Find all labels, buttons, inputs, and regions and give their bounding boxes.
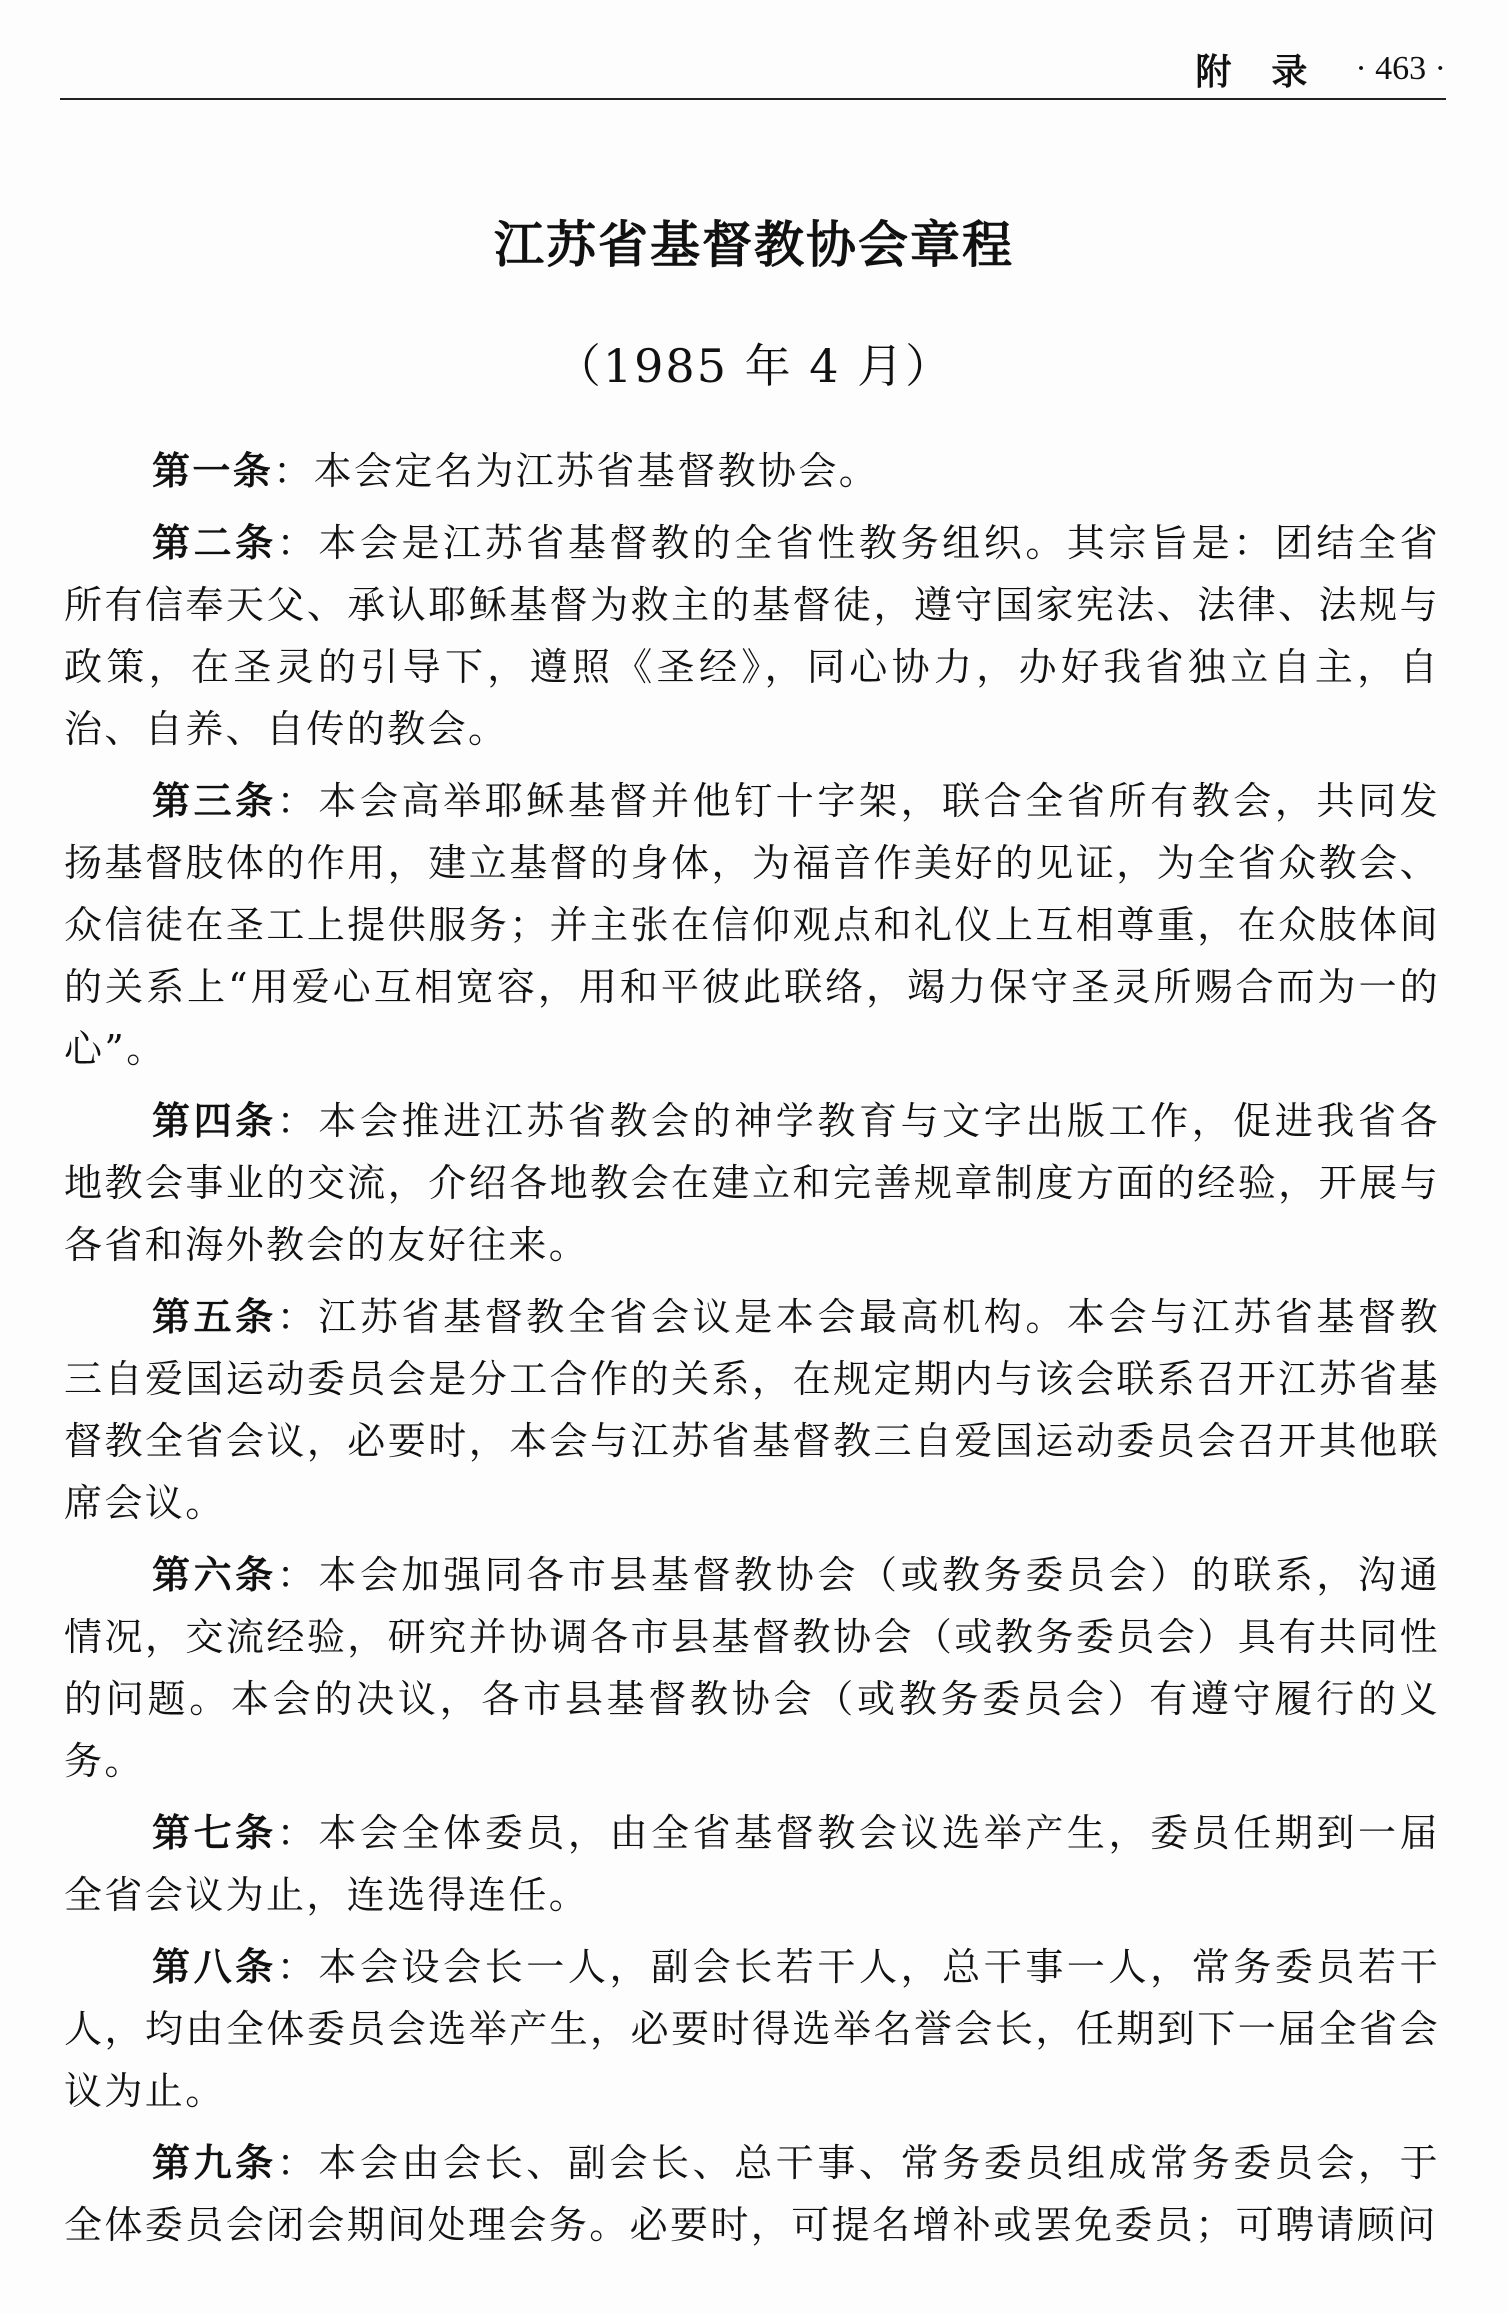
page-number: · 463 ·	[1355, 50, 1446, 87]
article-2	[64, 512, 1440, 760]
article-text: ：本会是江苏省基督教的全省性教务组织。其宗旨是：团结全省所有信奉天父、承认耶稣基督为救主的基督徒，遵守国家宪法、法律、法规与政策，在圣灵的引导下，遵照《圣经》，同心协力，办好我省独立自主，自治、自养、自传的教会。	[64, 521, 1441, 751]
article-label: 第三条	[152, 779, 277, 823]
article-text: ：本会设会长一人，副会长若干人，总干事一人，常务委员若干人，均由全体委员会选举产生，必要时得选举名誉会长，任期到下一届全省会议为止。	[64, 1945, 1441, 2113]
article-label: 第二条	[152, 521, 277, 565]
document-body	[64, 440, 1440, 2266]
article-7	[64, 1802, 1440, 1926]
article-6	[64, 1544, 1440, 1792]
document-title: 江苏省基督教协会章程	[494, 216, 1014, 274]
article-5	[64, 1286, 1440, 1534]
article-label: 第六条	[152, 1553, 277, 1597]
article-9	[64, 2132, 1440, 2256]
article-label: 第一条	[152, 449, 274, 493]
article-label: 第五条	[152, 1295, 277, 1339]
document-date: （1985 年 4 月）	[554, 339, 954, 393]
article-text: ：本会由会长、副会长、总干事、常务委员组成常务委员会，于全体委员会闭会期间处理会务。必要时，可提名增补或罢免委员；可聘请顾问	[64, 2141, 1441, 2247]
article-text: ：本会全体委员，由全省基督教会议选举产生，委员任期到一届全省会议为止，连选得连任。	[64, 1811, 1441, 1917]
header-section-title: 附录	[1195, 51, 1348, 93]
article-4	[64, 1090, 1440, 1276]
article-text: ：江苏省基督教全省会议是本会最高机构。本会与江苏省基督教三自爱国运动委员会是分工合作的关系，在规定期内与该会联系召开江苏省基督教全省会议，必要时，本会与江苏省基督教三自爱国运动委员会召开其他联席会议。	[64, 1295, 1441, 1525]
article-text: ：本会高举耶稣基督并他钉十字架，联合全省所有教会，共同发扬基督肢体的作用，建立基督的身体，为福音作美好的见证，为全省众教会、众信徒在圣工上提供服务；并主张在信仰观点和礼仪上互相尊重，在众肢体间的关系上“用爱心互相宽容，用和平彼此联络，竭力保守圣灵所赐合而为一的心”。	[64, 779, 1441, 1071]
article-3	[64, 770, 1440, 1080]
running-header	[60, 40, 1446, 100]
article-label: 第七条	[152, 1811, 277, 1855]
article-1	[64, 440, 1440, 502]
article-label: 第九条	[152, 2141, 277, 2185]
article-label: 第四条	[152, 1099, 277, 1143]
article-8	[64, 1936, 1440, 2122]
article-text: ：本会推进江苏省教会的神学教育与文字出版工作，促进我省各地教会事业的交流，介绍各地教会在建立和完善规章制度方面的经验，开展与各省和海外教会的友好往来。	[64, 1099, 1441, 1267]
article-label: 第八条	[152, 1945, 277, 1989]
article-text: ：本会定名为江苏省基督教协会。	[273, 449, 880, 493]
article-text: ：本会加强同各市县基督教协会（或教务委员会）的联系，沟通情况，交流经验，研究并协调各市县基督教协会（或教务委员会）具有共同性的问题。本会的决议，各市县基督教协会（或教务委员会）有遵守履行的义务。	[64, 1553, 1441, 1783]
